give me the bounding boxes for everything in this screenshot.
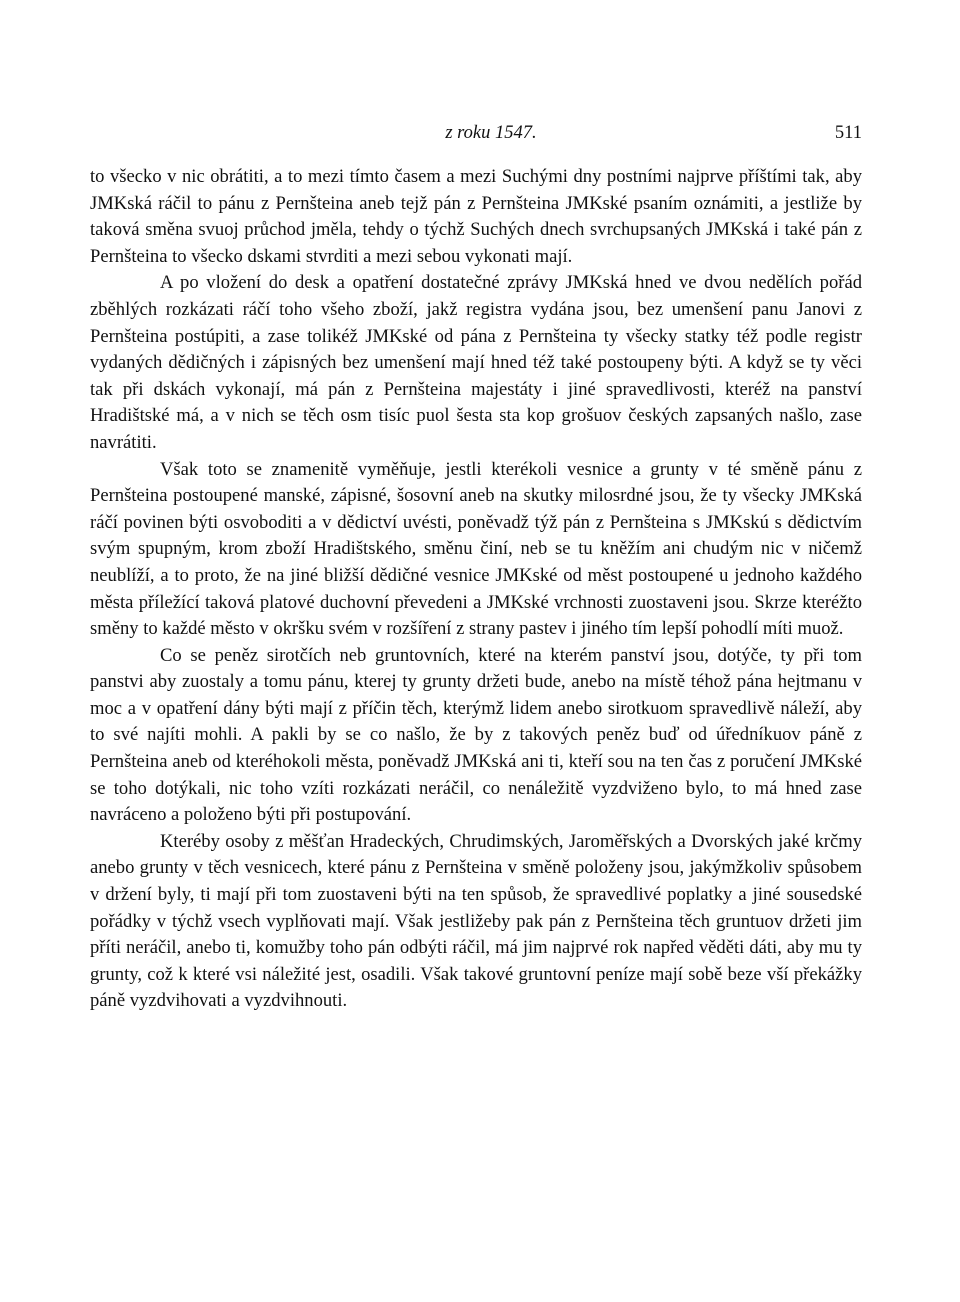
paragraph: Však toto se znamenitě vyměňuje, jestli kterékoli vesnice a grunty v té směně pánu z Pernšteina postoupené manské, zápisné, šosovní aneb na skutky milosrdné jsou, že ty všecky JMKská ráčí povinen býti osvoboditi a v dědictví uvésti, poněvadž týž pán z Pernšteina s JMKskú s dědictvím svým spupným, krom zboží Hradištského, směnu činí, neb se tu kněžím ani chudým nic v ničemž neublíží, a to proto, že na jiné bližší dědičné vesnice JMKské od měst postoupené u jednoho každého města příležící taková platové duchovní převedeni a JMKské vrchnosti zuostaveni jsou. Skrze kteréžto směny to každé město v okršku svém v rozšíření z strany pastev i jiného tím lepší pohodlí míti muož. xyxy=(90,458,862,640)
paragraph: A po vložení do desk a opatření dostatečné zprávy JMKská hned ve dvou nedělích pořád zběhlých rozkázati ráčí toho všeho zboží, jakž registra vydána jsou, bez umenšení panu Janovi z Pernšteina postúpiti, a zase tolikéž JMKské od pána z Pernšteina ty všecky statky též podle registr vydaných dědičných i zápisných bez umenšení mají hned též také postoupeny býti. A když se ty věci tak při dskách vykonají, má pán z Pernšteina majestáty i jiné spravedlivosti, kteréž na panství Hradištské má, a v nich se těch osm tisíc puol šesta sta kop grošuov českých zapsaných našlo, zase navrátiti. xyxy=(90,272,862,453)
document-page xyxy=(90,118,862,1015)
page-number: 511 xyxy=(834,123,862,143)
paragraph: to všecko v nic obrátiti, a to mezi tímto časem a mezi Suchými dny postními najprve příštími tak, aby JMKská ráčil to pánu z Pernšteina aneb tejž pán z Pernšteina JMKské psaním oznámiti, a jestliže by taková směna svuoj průchod jměla, tehdy o týchž Suchých dnech svrchupsaných JMKská i také pán z Pernšteina to všecko dskami stvrditi a mezi sebou vykonati mají. xyxy=(90,166,862,267)
page-header xyxy=(90,118,862,148)
paragraph: Kteréby osoby z měšťan Hradeckých, Chrudimských, Jaroměřských a Dvorských jaké krčmy anebo grunty v těch vesnicech, které pánu z Pernšteina v směně položeny jsou, jakýmžkoliv spůsobem v držení byly, ti mají při tom zuostaveni býti na ten spůsob, že spravedlivé poplatky a jiné sousedské pořádky v týchž vsech vyplňovati mají. Však jestližeby pak pán z Pernšteina těch gruntuov držeti jim příti neráčil, anebo ti, komužby toho pán odbýti ráčil, má jim najprvé rok napřed věděti dáti, aby mu ty grunty, což k které vsi náležité jest, osadili. Však takové gruntovní peníze mají sobě beze vší překážky páně vyzdvihovati a vyzdvihnouti. xyxy=(90,830,862,1012)
document-body xyxy=(90,164,862,1015)
running-title: z roku 1547. xyxy=(445,123,537,143)
paragraph: Co se peněz sirotčích neb gruntovních, které na kterém panství jsou, dotýče, ty při tom panstvi aby zuostaly a tomu pánu, kterej ty grunty držeti bude, anebo na místě téhož pána hejtmanu v moc a v opatření dány býti mají z příčin těch, kterýmž lidem anebo sirotkuom spravedlivě náleží, aby to své najíti mohli. A pakli by se co našlo, že by z takových peněz buď od úředníkuov páně z Pernšteina aneb od kteréhokoli města, poněvadž JMKská ani ti, kteří sou na ten čas z poručení JMKské se toho dotýkali, nic toho vzíti rozkázati neráčil, co nenáležitě vyzdviženo bylo, to má hned zase navráceno a položeno býti při postupování. xyxy=(90,644,862,826)
